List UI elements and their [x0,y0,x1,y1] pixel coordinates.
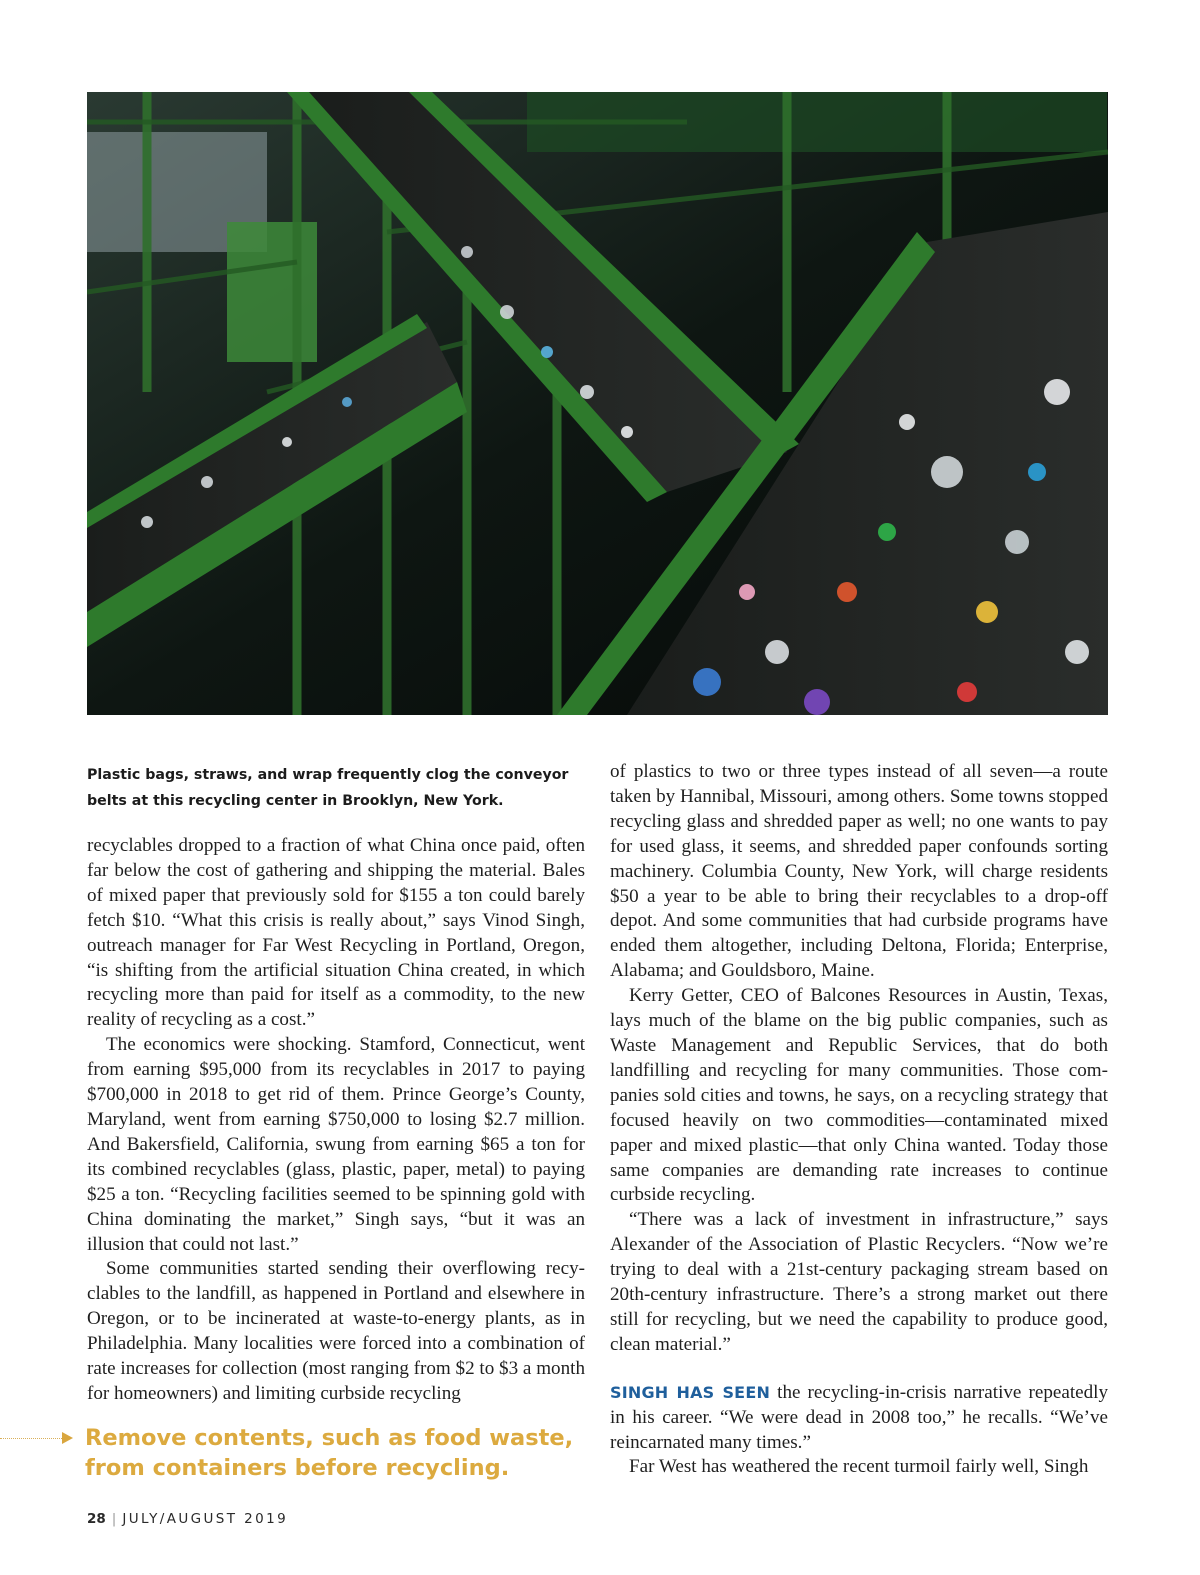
page-number: 28 [87,1511,106,1527]
lead-in: SINGH HAS SEEN [610,1382,771,1402]
paragraph: of plastics to two or three types instead of all seven—a route taken by Hannibal, Missouri, among others. Some towns stopped recycling glass and shredded paper as well; no one wants to pay for used glass, it seems, and shredded paper confounds sorting machinery. Columbia County, New York, will charge residents $50 a year to be able to bring their recyclables to a drop-off depot. And some communities that had curbside programs have ended them altogether, including Deltona, Florida; Enterprise, Alabama; and Gouldsboro, Maine. [610,761,1108,982]
footer-separator: | [111,1511,117,1527]
issue-date: JULY/AUGUST 2019 [122,1511,289,1527]
photo-caption: Plastic bags, straws, and wrap frequently clog the conveyor belts at this recycling center in Brooklyn, New York. [87,767,569,809]
arrow-icon [62,1432,73,1444]
dotted-leader-line [0,1438,62,1439]
recycling-tip [0,1423,600,1487]
paragraph: Some communities started sending their overflowing recyclables to the landfill, as happened in Portland and elsewhere in Oregon, or to be incinerated at waste-to-energy plants, as in Philadelphia. Many localities were forced into a combination of rate increases for collection (most ranging from $2 to $3 a month for homeowners) and limiting curbside recycling [87,1258,585,1404]
paragraph-text: the recycling-in-crisis narrative repeatedly in his career. “We were dead in 2008 too,” he recalls. “We’ve reincarnated many times.” [610,1381,1108,1453]
paragraph: recyclables dropped to a fraction of what China once paid, often far below the cost of gathering and shipping the material. Bales of mixed paper that previously sold for $155 a ton could barely fetch $10. “What this crisis is really about,” says Vinod Singh, outreach manager for Far West Recycling in Portland, Oregon, “is shifting from the artificial situation China created, in which recycling more than paid for itself as a commodity, to the new reality of recycling as a cost.” [87,835,585,1031]
paragraph: The economics were shocking. Stamford, Connecticut, went from earning $95,000 from its recyclables in 2017 to paying $700,000 in 2018 to get rid of them. Prince George’s County, Maryland, went from earning $750,000 to losing $2.7 million. And Bakersfield, California, swung from earning $65 a ton for its combined recyclables (glass, plastic, paper, metal) to paying $25 a ton. “Recycling facilities seemed to be spinning gold with China dominating the market,” Singh says, “but it was an illusion that could not last.” [87,1034,585,1255]
article-column-right [610,760,1108,1480]
paragraph: Far West has weathered the recent turmoil fairly well, Singh [629,1456,1089,1478]
paragraph: Kerry Getter, CEO of Balcones Resources in Austin, Texas, lays much of the blame on the big public companies, such as Waste Management and Republic Services, that do both landfilling and recycling for many communities. Those companies sold cities and towns, he says, on a recycling strategy that focused heavily on two commodities—contaminated mixed paper and mixed plastic—that only China wanted. Today those same companies are demanding rate increases to continue curbside recycling. [610,985,1108,1206]
recycling-center-photo [87,92,1108,715]
conveyor-belts-image [87,92,1108,715]
paragraph: “There was a lack of investment in infrastructure,” says Alexander of the Association of Plastic Recyclers. “Now we’re trying to deal with a 21st-century packaging stream based on 20th-century infrastructure. There’s a strong market out there still for recycling, but we need the capability to produce good, clean material.” [610,1209,1108,1355]
tip-text: Remove contents, such as food waste, from containers before recycling. [85,1425,574,1481]
article-column-left [87,834,585,1407]
page-footer [87,1511,288,1527]
section-break-paragraph [610,1381,1108,1456]
